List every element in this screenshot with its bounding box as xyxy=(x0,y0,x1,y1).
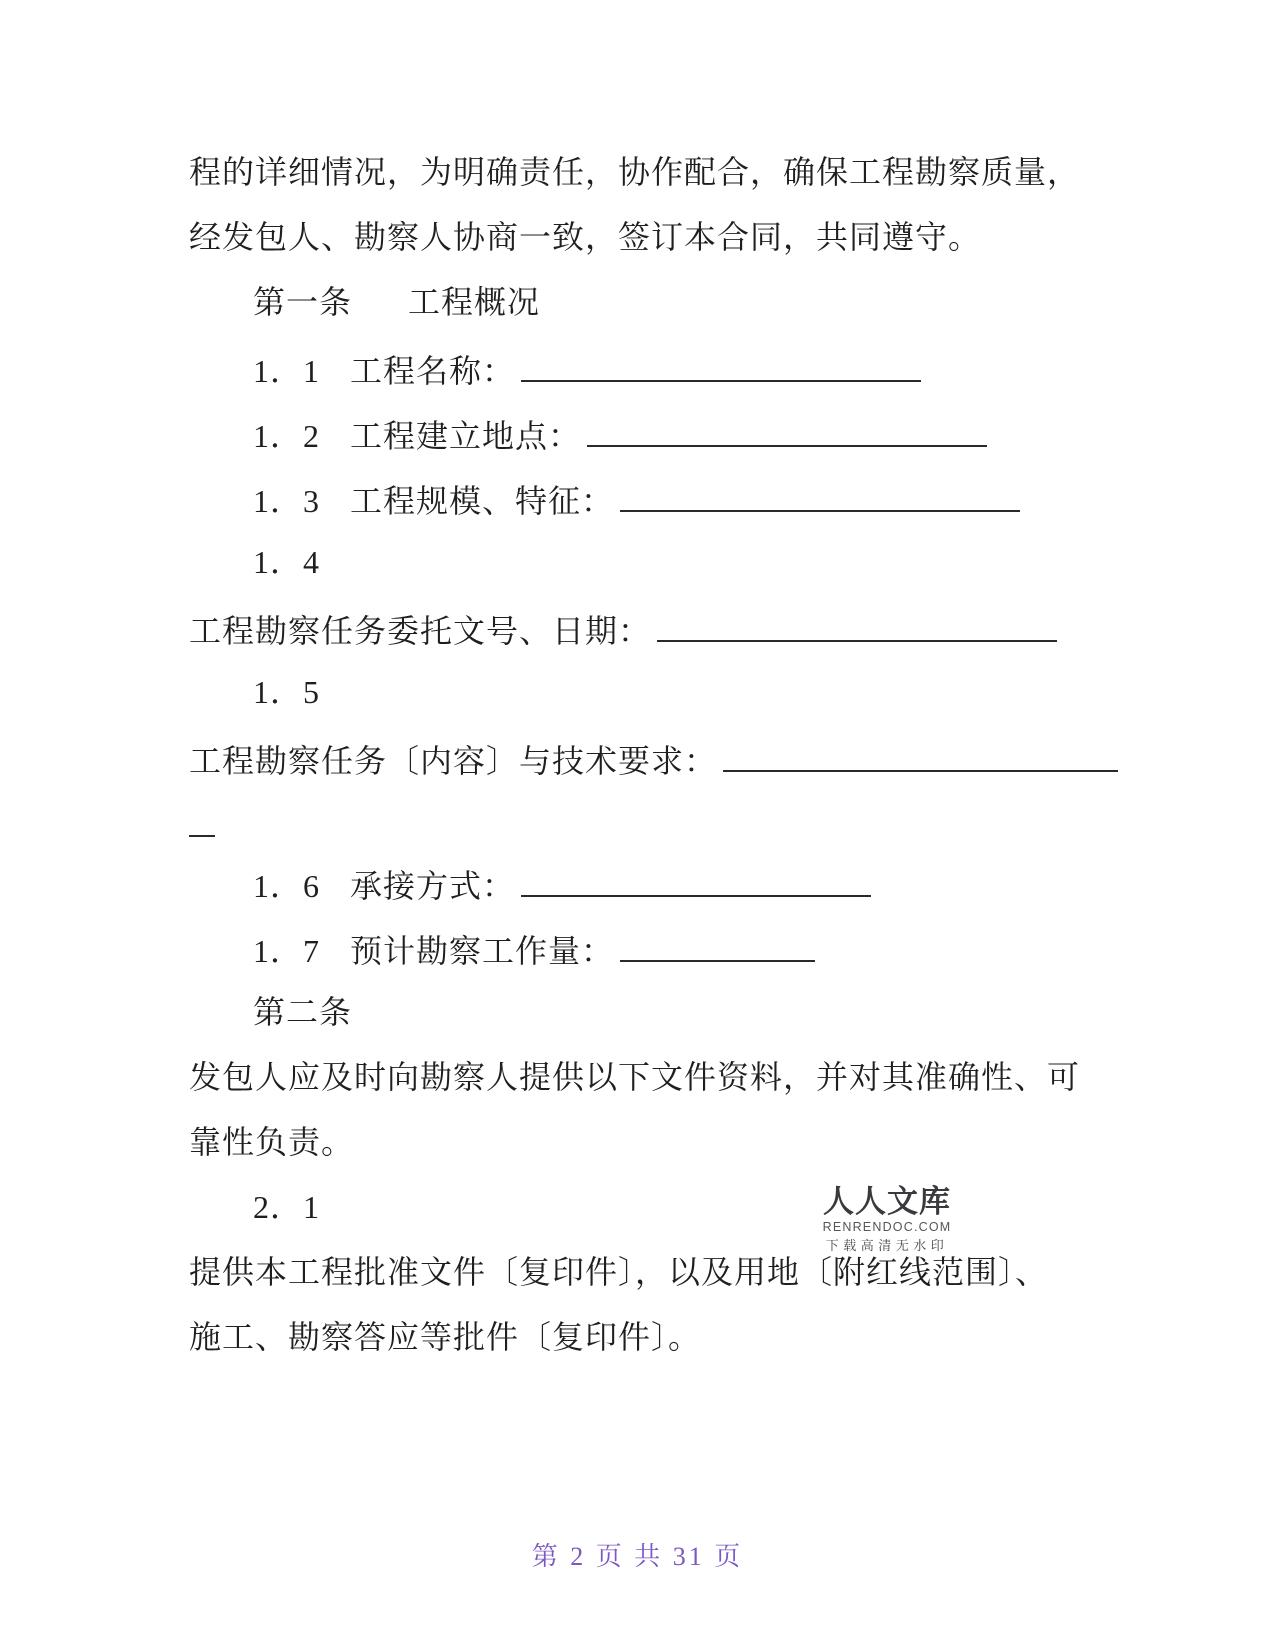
fill-in-blank xyxy=(189,805,215,837)
line-text: 靠性负责。 xyxy=(189,1124,355,1160)
watermark xyxy=(822,1186,952,1252)
line-text: 提供本工程批准文件〔复印件〕，以及用地〔附红线范围〕、 xyxy=(189,1254,1049,1290)
doc-line xyxy=(189,740,1118,778)
watermark-domain-text: RENRENDOC.COM xyxy=(822,1220,952,1234)
doc-line-article-2 xyxy=(253,995,352,1029)
fill-in-blank xyxy=(620,480,1020,512)
doc-line xyxy=(189,1320,701,1354)
doc-line xyxy=(189,1125,354,1159)
clause-number: 1．3 xyxy=(253,483,321,519)
clause-number: 2．1 xyxy=(253,1189,321,1225)
clause-number: 1．7 xyxy=(253,933,321,969)
line-text: 程的详细情况，为明确责任，协作配合，确保工程勘察质量， xyxy=(189,154,1081,190)
line-text: 承接方式： xyxy=(350,868,516,904)
clause-number: 1．1 xyxy=(253,353,321,389)
doc-line-clause-1-2 xyxy=(253,415,987,453)
line-text: 施工、勘察答应等批件〔复印件〕。 xyxy=(189,1319,702,1355)
line-text: 工程建立地点： xyxy=(350,418,582,454)
watermark-tagline-text: 下载高清无水印 xyxy=(825,1237,949,1253)
fill-in-blank xyxy=(723,740,1118,772)
line-text: 经发包人、勘察人协商一致，签订本合同，共同遵守。 xyxy=(189,219,982,255)
fill-in-blank xyxy=(521,350,921,382)
clause-number: 1．4 xyxy=(253,544,321,580)
line-text: 工程名称： xyxy=(350,353,516,389)
article-title: 工程概况 xyxy=(408,284,541,320)
doc-line-clause-1-6 xyxy=(253,865,871,903)
doc-line-clause-1-3 xyxy=(253,480,1020,518)
doc-line-clause-2-1 xyxy=(253,1190,320,1224)
fill-in-blank xyxy=(521,865,871,897)
doc-line-clause-1-5 xyxy=(253,675,350,709)
doc-line-clause-1-1 xyxy=(253,350,921,388)
line-text: 发包人应及时向勘察人提供以下文件资料，并对其准确性、可 xyxy=(189,1059,1081,1095)
doc-line-article-1 xyxy=(253,285,540,319)
doc-line xyxy=(189,1255,1048,1289)
doc-line xyxy=(189,610,1057,648)
doc-line-blank-continuation xyxy=(189,805,215,843)
page-number-text: 第 2 页 共 31 页 xyxy=(531,1542,744,1571)
line-text: 预计勘察工作量： xyxy=(350,933,615,969)
article-number: 第二条 xyxy=(253,994,353,1030)
article-number: 第一条 xyxy=(253,284,353,320)
doc-line xyxy=(189,155,1080,189)
line-text: 工程勘察任务委托文号、日期： xyxy=(189,613,652,649)
doc-line-clause-1-7 xyxy=(253,930,815,968)
line-text: 工程规模、特征： xyxy=(350,483,615,519)
clause-number: 1．6 xyxy=(253,868,321,904)
doc-line xyxy=(189,220,981,254)
page-footer xyxy=(0,1536,1275,1573)
clause-number: 1．2 xyxy=(253,418,321,454)
clause-number: 1．5 xyxy=(253,674,321,710)
fill-in-blank xyxy=(657,610,1057,642)
fill-in-blank xyxy=(620,930,815,962)
doc-line xyxy=(189,1060,1080,1094)
line-text: 工程勘察任务〔内容〕与技术要求： xyxy=(189,743,718,779)
watermark-logo-text: 人人文库 xyxy=(823,1184,951,1219)
doc-line-clause-1-4 xyxy=(253,545,350,579)
fill-in-blank xyxy=(587,415,987,447)
